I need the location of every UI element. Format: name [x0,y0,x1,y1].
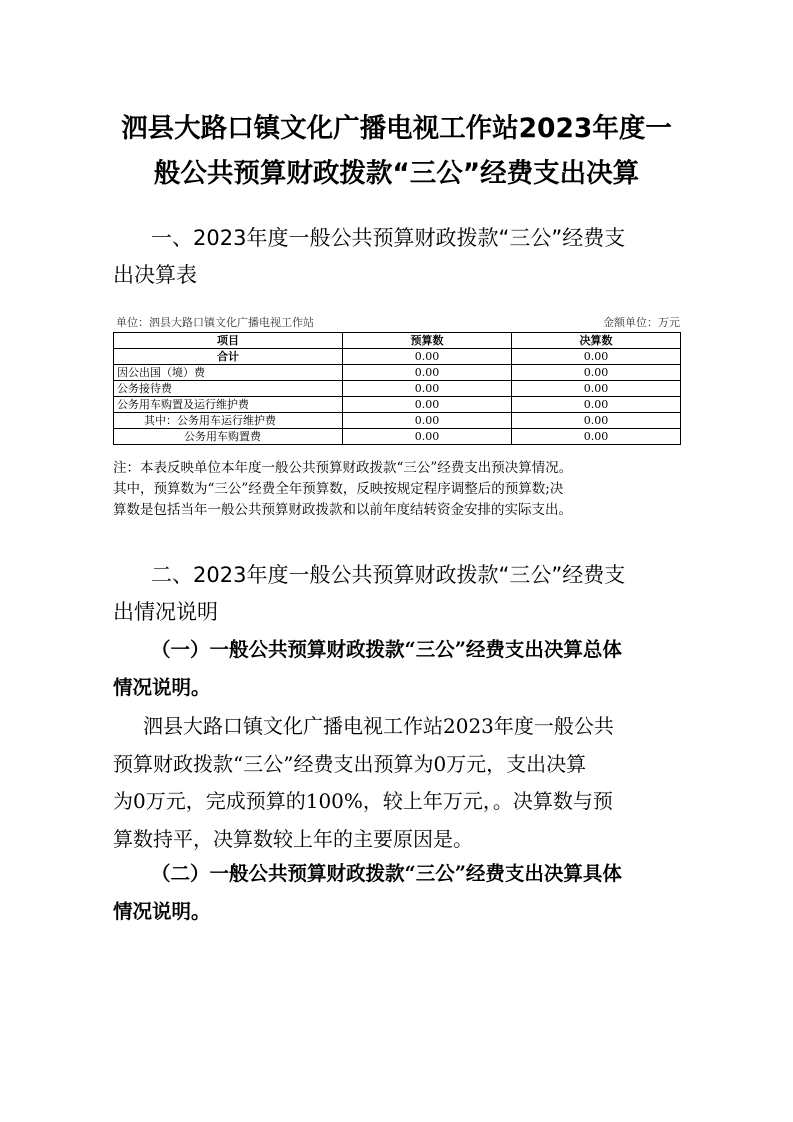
table-row [114,397,681,413]
section-1-heading [113,220,683,294]
row-final: 0.00 [512,397,681,413]
subsection-1-heading [113,631,683,707]
table-row [114,381,681,397]
row-budget: 0.00 [343,365,512,381]
row-budget: 0.00 [343,381,512,397]
header-budget: 预算数 [343,333,512,349]
table-row [114,413,681,429]
row-final: 0.00 [512,413,681,429]
unit-label: 单位：泗县大路口镇文化广播电视工作站 [116,316,314,329]
header-item: 项目 [114,333,343,349]
subsection-1-line-2: 情况说明。 [113,676,211,699]
row-final: 0.00 [512,429,681,445]
section-1-heading-line-1: 一、2023年度一般公共预算财政拨款“三公”经费支 [151,226,626,250]
table-row [114,365,681,381]
row-budget: 0.00 [343,413,512,429]
paragraph-line-3: 为0万元，完成预算的100%，较上年万元，。决算数与预 [113,789,613,813]
row-item: 公务接待费 [114,381,343,397]
row-budget: 0.00 [343,397,512,413]
table-note [113,458,683,521]
table-header-row [114,333,681,349]
table-row [114,429,681,445]
paragraph-line-4: 算数持平，决算数较上年的主要原因是。 [113,826,473,851]
row-item: 因公出国（境）费 [114,365,343,381]
subsection-2-heading [113,855,683,931]
note-line-3: 算数是包括当年一般公共预算财政拨款和以前年度结转资金安排的实际支出。 [113,502,572,518]
subsection-2-line-2: 情况说明。 [113,900,211,923]
note-line-1: 注：本表反映单位本年度一般公共预算财政拨款“三公”经费支出预决算情况。 [113,460,573,476]
row-item: 公务用车购置及运行维护费 [114,397,343,413]
row-item: 公务用车购置费 [114,429,343,445]
note-line-2: 其中，预算数为“三公”经费全年预算数，反映按规定程序调整后的预算数;决 [113,481,564,497]
section-2-heading [113,557,683,631]
paragraph-line-1: 泗县大路口镇文化广播电视工作站2023年度一般公共 [143,714,614,738]
row-final: 0.00 [512,365,681,381]
row-final: 0.00 [512,381,681,397]
summary-paragraph [113,708,683,858]
subsection-1-line-1: （一）一般公共预算财政拨款“三公”经费支出决算总体 [151,638,622,661]
section-2-heading-line-1: 二、2023年度一般公共预算财政拨款“三公”经费支 [151,563,626,587]
title-line-2: 般公共预算财政拨款“三公”经费支出决算 [153,158,640,189]
section-1-heading-line-2: 出决算表 [113,263,197,287]
table-meta [116,314,680,330]
row-budget: 0.00 [343,429,512,445]
row-budget: 0.00 [343,349,512,365]
section-2-heading-line-2: 出情况说明 [113,600,218,624]
subsection-2-line-1: （二）一般公共预算财政拨款“三公”经费支出决算具体 [151,862,622,885]
title-line-1: 泗县大路口镇文化广播电视工作站2023年度一 [121,113,672,144]
row-final: 0.00 [512,349,681,365]
table-row [114,349,681,365]
row-item: 其中：公务用车运行维护费 [114,413,343,429]
header-final: 决算数 [512,333,681,349]
expense-table [113,332,681,445]
amount-unit-label: 金额单位：万元 [603,316,680,329]
document-title [100,106,693,196]
row-item: 合计 [114,349,343,365]
paragraph-line-2: 预算财政拨款“三公”经费支出预算为0万元，支出决算 [113,751,587,776]
